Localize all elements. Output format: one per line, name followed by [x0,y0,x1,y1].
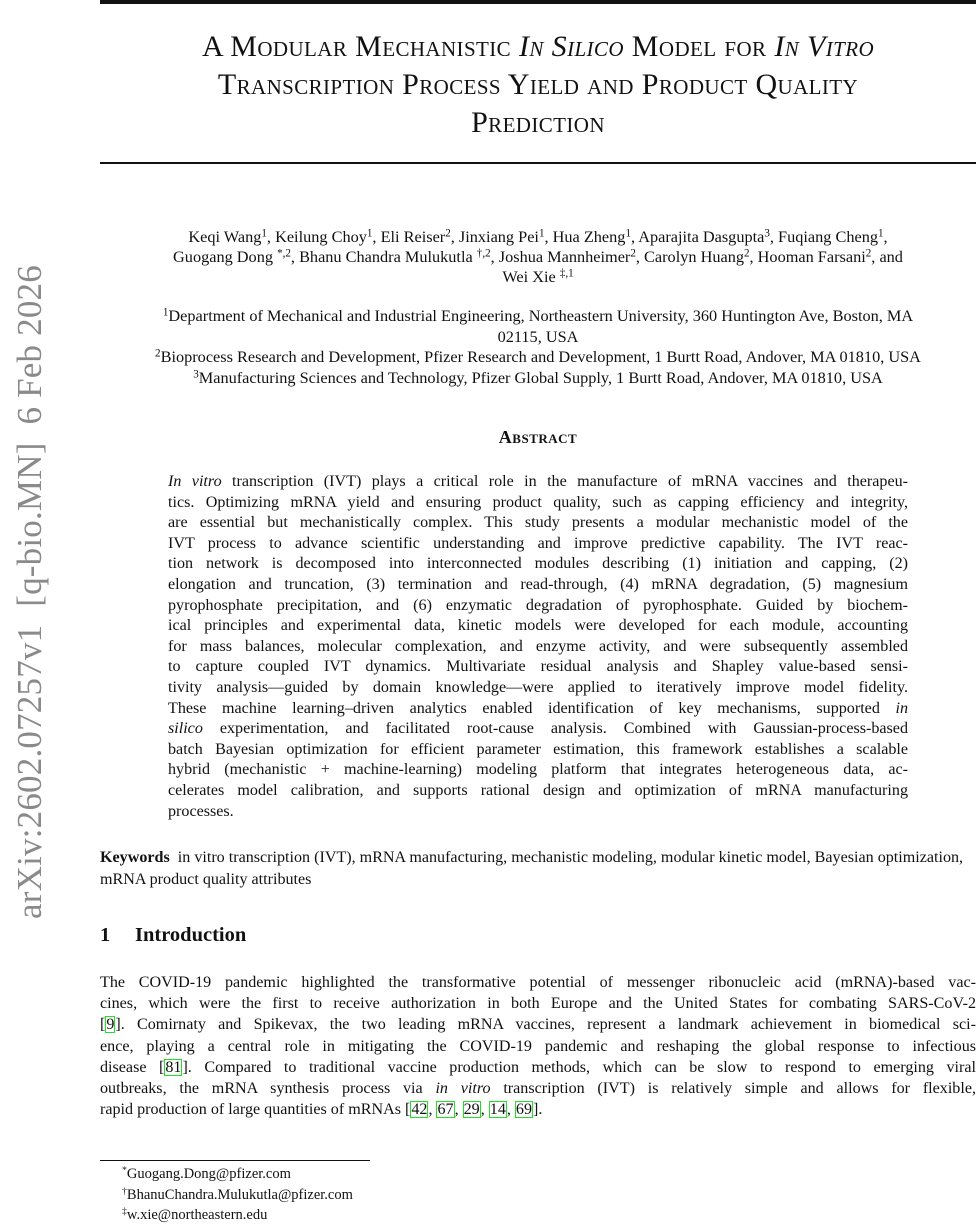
text-span: Bioprocess Research and Development, Pfizer Research and Development, 1 Burtt Road, Andover, MA 01810, USA [160,347,921,366]
superscript-mark: 3 [764,227,770,240]
footnote-email[interactable]: BhanuChandra.Mulukutla@pfizer.com [126,1186,353,1203]
citation-link[interactable]: 29 [463,1101,480,1119]
abstract-heading: Abstract [498,427,578,447]
section-number: 1 [100,924,111,946]
abstract-body [168,472,908,822]
paper-title [100,28,976,142]
citation-link[interactable]: 9 [106,1016,115,1034]
arxiv-identifier-stamp: arXiv:2602.07257v1 [q-bio.MN] 6 Feb 2026 [10,265,49,919]
text-span: , [428,1101,437,1119]
text-line [100,1078,976,1099]
italic-text: In Vitro [774,30,875,63]
text-line [100,306,976,327]
italic-text: In vitro [168,473,222,490]
superscript-mark: 1 [878,227,884,240]
text-span: transcription (IVT) is relatively simple and allows for flexible, [490,1080,976,1098]
text-line [100,28,976,66]
text-line: elongation and truncation, (3) termination and read-through, (4) mRNA degradation, (5) magnesium [168,575,908,593]
text-span: , and [871,247,903,266]
text-span: rapid production of large quantities of mRNAs [ [100,1101,411,1119]
title-top-rule [100,0,976,4]
text-span: experimentation, and facilitated root-cause analysis. Combined with Gaussian-process-based [202,720,908,738]
superscript-mark: 2 [865,247,872,260]
superscript-mark: 1 [261,227,267,240]
superscript-mark: 2 [743,247,750,260]
text-span: , [506,1101,515,1119]
text-span: disease [ [100,1058,165,1076]
text-line [100,1014,976,1035]
text-line: for mass balances, molecular complexation, and enzyme activity, and were subsequently assembled [168,637,908,655]
text-span: These machine learning–driven analytics enabled identification of key mechanisms, supported [168,699,896,717]
text-span: , [454,1101,463,1119]
text-line [100,1057,976,1078]
text-line [168,719,908,740]
superscript-mark: 2 [630,247,636,260]
text-line [100,247,976,267]
text-span: [ [100,1016,106,1034]
text-line: tics. Optimizing mRNA yield and ensuring product quality, such as capping efficiency and integrity, [168,493,908,511]
text-line: cines, which were the first to receive authorization in both Europe and the United States for combating SARS-CoV-2 [100,995,976,1013]
text-span: , Hua Zheng [544,227,626,246]
text-span: , Joshua Mannheimer [490,247,631,266]
footnote [100,1185,353,1206]
superscript-mark: 3 [193,367,199,380]
introduction-body [100,972,976,1120]
italic-text: in [895,699,908,717]
footnote [100,1205,353,1226]
text-line [168,472,908,493]
footnote-mark: * [122,1165,127,1177]
footnote-mark: ‡ [122,1206,127,1218]
text-line: tivity analysis—guided by domain knowledge—were applied to iteratively improve model fidelity. [168,678,908,696]
text-span: transcription (IVT) plays a critical role in the manufacture of mRNA vaccines and therapeu- [221,473,909,490]
footnote-rule [100,1160,370,1161]
text-line [100,227,976,247]
italic-text: in vitro [435,1080,491,1098]
superscript-mark: 1 [538,227,545,240]
text-span: , Hooman Farsani [749,247,866,266]
text-span: Department of Mechanical and Industrial Engineering, Northeastern University, 360 Huntington Ave, Boston, MA [168,306,914,325]
superscript-mark: 1 [625,227,631,240]
citation-link[interactable]: 14 [489,1101,506,1119]
text-line: ical principles and experimental data, kinetic models were developed for each module, accounting [168,617,908,635]
citation-link[interactable]: 69 [515,1101,532,1119]
text-span: , Bhanu Chandra Mulukutla [290,247,477,266]
title-bottom-rule [100,162,976,164]
italic-text: silico [168,720,203,738]
footnote-email[interactable]: Guogang.Dong@pfizer.com [126,1166,291,1182]
text-line: celerates model calibration, and supports rational design and optimization of mRNA manufacturing [168,781,908,799]
text-line [100,347,976,368]
text-span: , Aparajita Dasgupta [630,227,765,246]
text-line [100,1099,976,1120]
text-span: Keqi Wang [188,227,262,246]
superscript-mark: †,2 [476,247,491,260]
text-line: batch Bayesian optimization for efficient parameter estimation, this framework establishes a scalable [168,740,908,758]
text-span: , Carolyn Huang [635,247,744,266]
superscript-mark: 2 [155,347,161,360]
text-line [168,699,908,720]
superscript-mark: *,2 [277,247,291,260]
citation-link[interactable]: 42 [411,1101,428,1119]
footnotes [100,1164,353,1226]
superscript-mark: 1 [162,306,169,319]
superscript-mark: ‡,1 [559,267,574,280]
text-line: IVT process to advance scientific understanding and improve predictive capability. The IVT reac- [168,534,908,552]
text-line: hybrid (mechanistic + machine-learning) modeling platform that integrates heterogeneous data, ac- [168,761,908,779]
text-span: Manufacturing Sciences and Technology, Pfizer Global Supply, 1 Burtt Road, Andover, MA 01810, USA [198,367,883,387]
text-span: Wei Xie [502,267,560,286]
text-line: ence, playing a central role in mitigating the COVID-19 pandemic and reshaping the global response to infectious [100,1037,976,1055]
text-line: 02115, USA [497,326,579,346]
text-line: are essential but mechanistically complex. This study presents a modular mechanistic model of the [168,514,908,532]
superscript-mark: 1 [366,227,373,240]
section-heading [100,924,246,947]
affiliations [100,306,976,388]
text-span: Model for [623,30,775,63]
text-line: Prediction [471,106,605,139]
text-line: processes. [168,802,234,820]
text-line: The COVID-19 pandemic highlighted the transformative potential of messenger ribonucleic acid (mRNA)-based vac- [100,974,976,991]
text-span: ]. [533,1101,543,1119]
italic-text: In Silico [518,30,624,63]
author-list [100,227,976,287]
keywords [100,847,976,890]
text-span: , [480,1101,489,1119]
footnote-mark: † [122,1185,127,1197]
keywords-text: in vitro transcription (IVT), mRNA manufacturing, mechanistic modeling, modular kinetic model, Bayesian optimization, mRNA product quality attributes [100,849,964,888]
citation-link[interactable]: 67 [437,1101,454,1119]
text-span: , Fuqiang Cheng [769,227,878,246]
text-span: , Eli Reiser [372,227,446,246]
text-span: , [883,227,888,246]
text-line: tion network is decomposed into interconnected modules describing (1) initiation and capping, (2) [168,555,908,573]
text-span: , Jinxiang Pei [450,227,539,246]
text-span: Guogang Dong [173,247,278,266]
section-title: Introduction [135,924,247,946]
text-line: pyrophosphate precipitation, and (6) enzymatic degradation of pyrophosphate. Guided by biochem- [168,596,908,614]
text-line [100,368,976,389]
text-span: outbreaks, the mRNA synthesis process via [100,1080,436,1098]
keywords-label: Keywords [100,849,170,866]
text-span: A Modular Mechanistic [201,30,519,63]
text-span: ]. Comirnaty and Spikevax, the two leading mRNA vaccines, represent a landmark achievement in biomedical sci- [115,1016,976,1034]
text-line: Transcription Process Yield and Product Quality [217,68,859,101]
text-span: , Keilung Choy [266,227,367,246]
footnote-email[interactable]: w.xie@northeastern.edu [126,1207,268,1223]
text-line [100,267,976,287]
superscript-mark: 2 [445,227,451,240]
text-span: ]. Compared to traditional vaccine production methods, which can be slow to respond to emerging viral [182,1058,976,1076]
citation-link[interactable]: 81 [165,1058,182,1076]
text-line: to capture coupled IVT dynamics. Multivariate residual analysis and Shapley value-based sensi- [168,658,908,676]
footnote [100,1164,353,1185]
